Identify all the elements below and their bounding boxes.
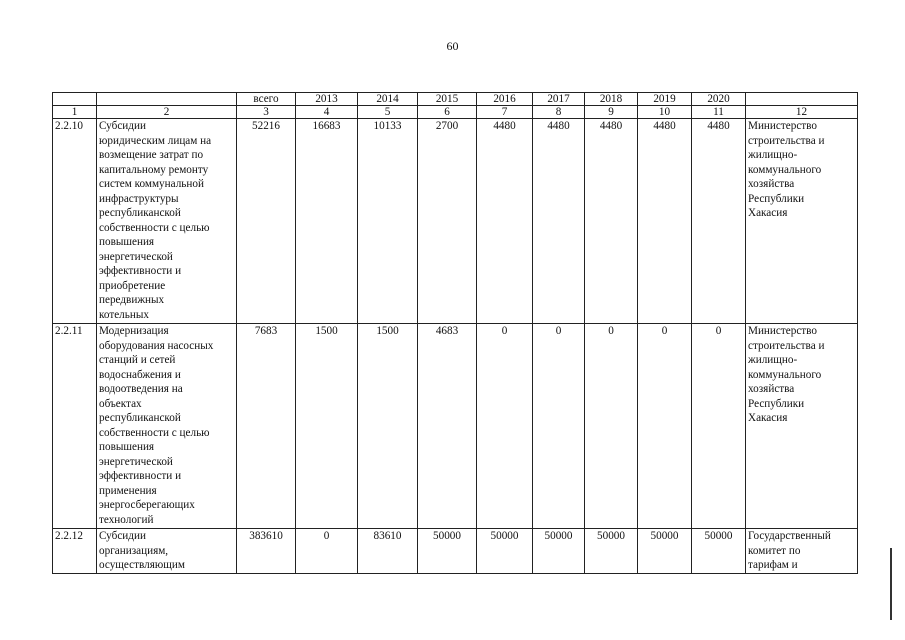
budget-table [52,92,858,574]
row-code: 2.2.12 [53,529,97,574]
value-2013: 1500 [296,324,358,529]
value-2017: 0 [533,324,585,529]
table-row [53,324,858,529]
scan-edge-line [890,548,892,620]
header-blank-cell [53,93,97,106]
header-year-cell: 2013 [296,93,358,106]
row-code: 2.2.10 [53,119,97,324]
value-2015: 2700 [418,119,477,324]
header-year-cell: 2016 [477,93,533,106]
value-2013: 16683 [296,119,358,324]
column-number-cell: 6 [418,106,477,119]
header-column-numbers-row [53,106,858,119]
value-2014: 1500 [358,324,418,529]
value-2017: 4480 [533,119,585,324]
column-number-cell: 7 [477,106,533,119]
header-year-cell: 2017 [533,93,585,106]
value-2016: 0 [477,324,533,529]
value-2016: 50000 [477,529,533,574]
value-2015: 50000 [418,529,477,574]
header-year-cell: 2015 [418,93,477,106]
value-2017: 50000 [533,529,585,574]
column-number-cell: 2 [97,106,237,119]
value-2015: 4683 [418,324,477,529]
value-2020: 0 [692,324,746,529]
value-2020: 4480 [692,119,746,324]
column-number-cell: 4 [296,106,358,119]
column-number-cell: 12 [746,106,858,119]
column-number-cell: 5 [358,106,418,119]
header-year-cell: 2014 [358,93,418,106]
value-total: 383610 [237,529,296,574]
value-2013: 0 [296,529,358,574]
table-row [53,529,858,574]
page-number: 60 [446,39,459,53]
value-2020: 50000 [692,529,746,574]
value-2018: 4480 [585,119,638,324]
column-number-cell: 1 [53,106,97,119]
row-description: Субсидии организациям, осуществляющим [97,529,237,574]
column-number-cell: 10 [638,106,692,119]
column-number-cell: 9 [585,106,638,119]
column-number-cell: 8 [533,106,585,119]
column-number-cell: 3 [237,106,296,119]
value-total: 52216 [237,119,296,324]
value-2019: 50000 [638,529,692,574]
value-2014: 10133 [358,119,418,324]
row-responsible: Государственный комитет по тарифам и [746,529,858,574]
value-2019: 0 [638,324,692,529]
value-2019: 4480 [638,119,692,324]
value-2014: 83610 [358,529,418,574]
header-blank-cell [746,93,858,106]
row-responsible: Министерство строительства и жилищно- коммунального хозяйства Республики Хакасия [746,324,858,529]
row-description: Субсидии юридическим лицам на возмещение затрат по капитальному ремонту систем коммунальной инфраструктуры республиканской собственности с целью повышения энергетической эффективности и приобретение передвижных котельных [97,119,237,324]
header-blank-cell [97,93,237,106]
value-2018: 0 [585,324,638,529]
value-total: 7683 [237,324,296,529]
table-row [53,119,858,324]
row-code: 2.2.11 [53,324,97,529]
header-year-cell: всего [237,93,296,106]
row-responsible: Министерство строительства и жилищно- коммунального хозяйства Республики Хакасия [746,119,858,324]
header-year-cell: 2018 [585,93,638,106]
value-2016: 4480 [477,119,533,324]
column-number-cell: 11 [692,106,746,119]
header-year-cell: 2020 [692,93,746,106]
row-description: Модернизация оборудования насосных станций и сетей водоснабжения и водоотведения на объектах республиканской собственности с целью повышения энергетической эффективности и применения энергосберегающих технологий [97,324,237,529]
header-years-row [53,93,858,106]
header-year-cell: 2019 [638,93,692,106]
value-2018: 50000 [585,529,638,574]
